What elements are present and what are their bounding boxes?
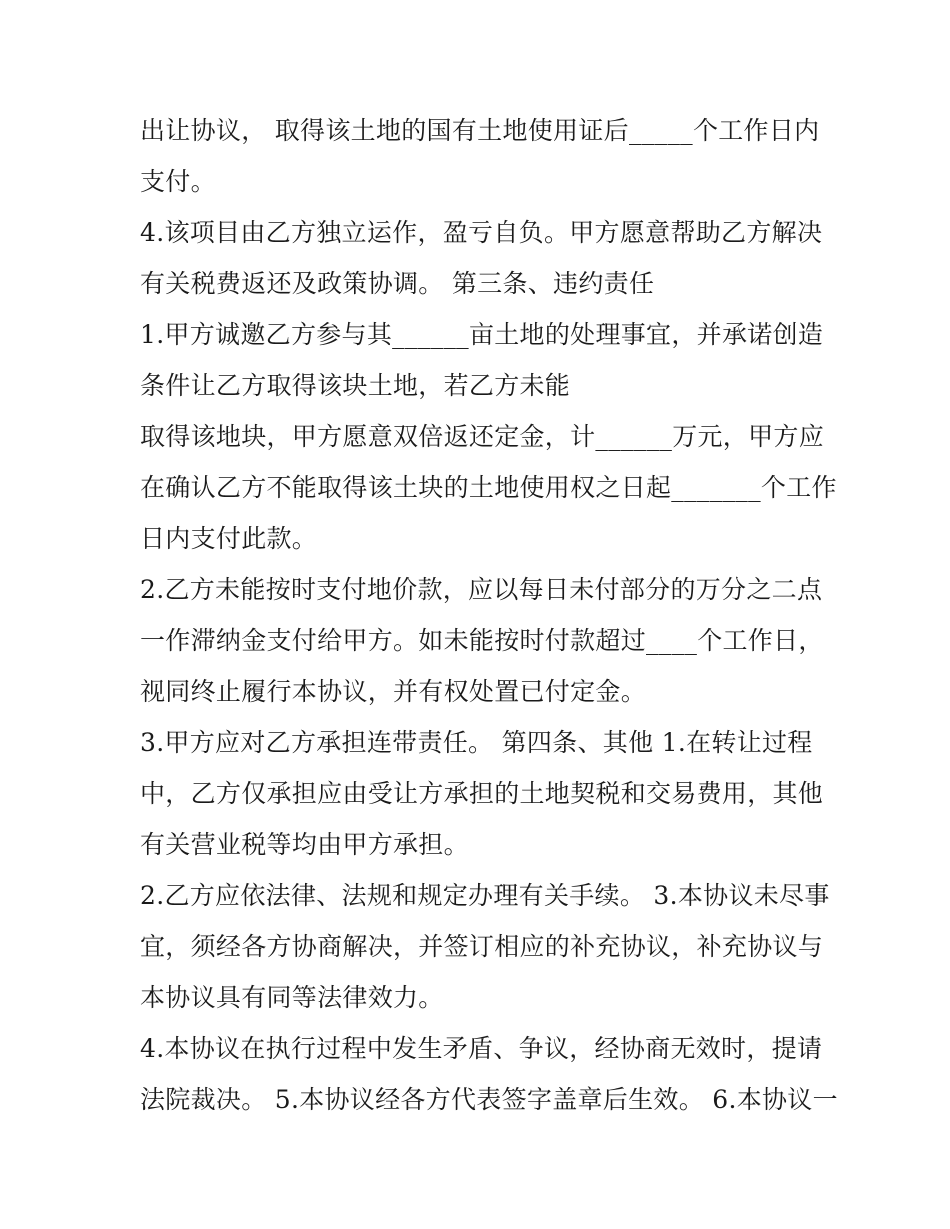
text-line: 取得该地块，甲方愿意双倍返还定金，计______万元，甲方应 — [140, 422, 825, 451]
text-line: 法院裁决。 5.本协议经各方代表签字盖章后生效。 6.本协议一 — [140, 1085, 838, 1114]
text-line: 3.甲方应对乙方承担连带责任。 第四条、其他 1.在转让过程 — [140, 728, 813, 757]
text-line: 4.本协议在执行过程中发生矛盾、争议，经协商无效时，提请 — [140, 1034, 823, 1063]
text-line: 条件让乙方取得该块土地，若乙方未能 — [140, 371, 571, 400]
text-line: 中，乙方仅承担应由受让方承担的土地契税和交易费用，其他 — [140, 779, 824, 808]
text-line: 一作滞纳金支付给甲方。如未能按时付款超过____个工作日， — [140, 626, 824, 655]
text-line: 有关税费返还及政策协调。 第三条、违约责任 — [140, 269, 655, 298]
document-body — [140, 105, 838, 1125]
text-line: 1.甲方诚邀乙方参与其______亩土地的处理事宜，并承诺创造 — [140, 320, 824, 349]
text-line: 日内支付此款。 — [140, 524, 318, 553]
text-line: 2.乙方未能按时支付地价款，应以每日未付部分的万分之二点 — [140, 575, 823, 604]
text-line: 出让协议， 取得该土地的国有土地使用证后_____个工作日内 — [140, 116, 820, 145]
text-line: 2.乙方应依法律、法规和规定办理有关手续。 3.本协议未尽事 — [140, 881, 830, 910]
text-line: 视同终止履行本协议，并有权处置已付定金。 — [140, 677, 647, 706]
text-line: 4.该项目由乙方独立运作，盈亏自负。甲方愿意帮助乙方解决 — [140, 218, 823, 247]
text-line: 支付。 — [140, 167, 216, 196]
text-line: 本协议具有同等法律效力。 — [140, 983, 444, 1012]
text-line: 在确认乙方不能取得该土块的土地使用权之日起_______个工作 — [140, 473, 837, 502]
text-line: 宜，须经各方协商解决，并签订相应的补充协议，补充协议与 — [140, 932, 824, 961]
text-line: 有关营业税等均由甲方承担。 — [140, 830, 469, 859]
